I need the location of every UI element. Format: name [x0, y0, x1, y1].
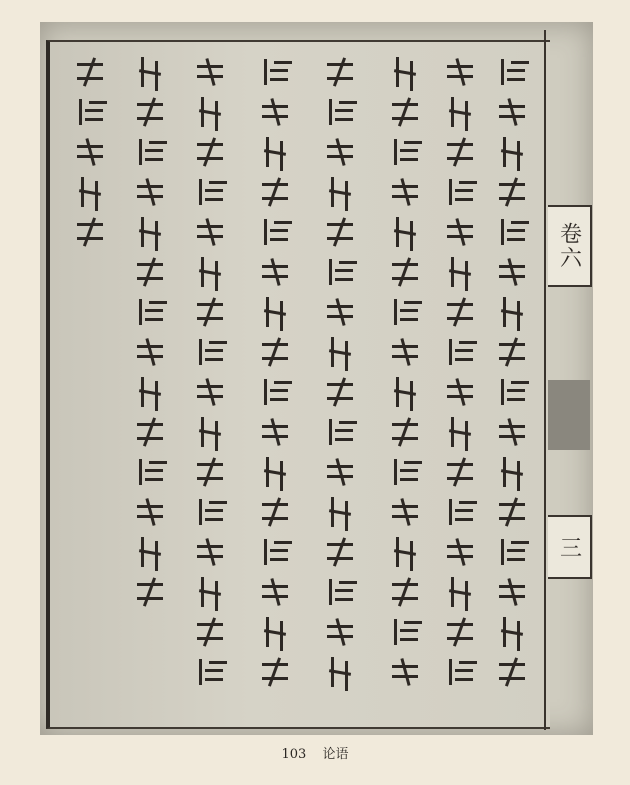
manuscript-glyph	[443, 135, 477, 169]
text-column	[255, 55, 295, 695]
manuscript-glyph	[193, 575, 227, 609]
manuscript-glyph	[193, 655, 227, 689]
manuscript-glyph	[443, 415, 477, 449]
manuscript-glyph	[323, 415, 357, 449]
manuscript-glyph	[443, 55, 477, 89]
manuscript-glyph	[258, 415, 292, 449]
manuscript-glyph	[388, 495, 422, 529]
manuscript-glyph	[495, 215, 529, 249]
page-caption	[0, 743, 630, 762]
manuscript-glyph	[258, 615, 292, 649]
manuscript-glyph	[73, 215, 107, 249]
manuscript-glyph	[495, 295, 529, 329]
manuscript-glyph	[495, 415, 529, 449]
manuscript-glyph	[443, 175, 477, 209]
manuscript-glyph	[443, 455, 477, 489]
manuscript-glyph	[133, 375, 167, 409]
manuscript-glyph	[443, 375, 477, 409]
manuscript-glyph	[495, 575, 529, 609]
manuscript-glyph	[258, 255, 292, 289]
manuscript-glyph	[193, 615, 227, 649]
manuscript-glyph	[323, 95, 357, 129]
manuscript-glyph	[443, 255, 477, 289]
manuscript-glyph	[495, 615, 529, 649]
manuscript-glyph	[443, 95, 477, 129]
manuscript-glyph	[193, 415, 227, 449]
manuscript-glyph	[133, 535, 167, 569]
tab-ornament	[548, 380, 590, 450]
manuscript-glyph	[495, 95, 529, 129]
manuscript-glyph	[258, 655, 292, 689]
manuscript-glyph	[258, 375, 292, 409]
manuscript-glyph	[193, 535, 227, 569]
chapter-tab-label: 卷六	[548, 205, 592, 287]
manuscript-glyph	[323, 295, 357, 329]
text-column	[190, 55, 230, 695]
text-column	[385, 55, 425, 695]
manuscript-glyph	[258, 175, 292, 209]
manuscript-glyph	[495, 375, 529, 409]
manuscript-glyph	[133, 255, 167, 289]
manuscript-glyph	[443, 215, 477, 249]
manuscript-glyph	[133, 215, 167, 249]
manuscript-glyph	[323, 135, 357, 169]
manuscript-glyph	[388, 535, 422, 569]
manuscript-glyph	[495, 495, 529, 529]
manuscript-glyph	[323, 335, 357, 369]
manuscript-glyph	[258, 135, 292, 169]
manuscript-glyph	[323, 455, 357, 489]
manuscript-glyph	[133, 455, 167, 489]
manuscript-glyph	[495, 655, 529, 689]
manuscript-glyph	[443, 615, 477, 649]
manuscript-glyph	[443, 335, 477, 369]
manuscript-glyph	[258, 335, 292, 369]
manuscript-glyph	[495, 335, 529, 369]
manuscript-glyph	[193, 55, 227, 89]
manuscript-glyph	[495, 55, 529, 89]
manuscript-glyph	[323, 535, 357, 569]
manuscript-glyph	[495, 135, 529, 169]
manuscript-glyph	[193, 95, 227, 129]
manuscript-glyph	[133, 95, 167, 129]
manuscript-glyph	[193, 175, 227, 209]
manuscript-glyph	[443, 575, 477, 609]
manuscript-glyph	[258, 495, 292, 529]
manuscript-glyph	[323, 375, 357, 409]
manuscript-glyph	[388, 455, 422, 489]
manuscript-glyph	[193, 335, 227, 369]
folio-number-label: 三	[548, 515, 592, 579]
manuscript-glyph	[323, 495, 357, 529]
manuscript-glyph	[73, 95, 107, 129]
manuscript-glyph	[258, 575, 292, 609]
text-column	[440, 55, 480, 695]
manuscript-glyph	[495, 175, 529, 209]
manuscript-glyph	[133, 135, 167, 169]
manuscript-glyph	[388, 95, 422, 129]
manuscript-glyph	[193, 255, 227, 289]
manuscript-glyph	[443, 495, 477, 529]
text-column	[320, 55, 360, 695]
manuscript-glyph	[495, 455, 529, 489]
manuscript-glyph	[495, 255, 529, 289]
manuscript-glyph	[133, 575, 167, 609]
manuscript-glyph	[73, 55, 107, 89]
manuscript-glyph	[388, 615, 422, 649]
manuscript-glyph	[258, 55, 292, 89]
page-border-rule	[544, 30, 546, 730]
manuscript-glyph	[388, 335, 422, 369]
manuscript-glyph	[323, 175, 357, 209]
text-column	[130, 55, 170, 615]
manuscript-glyph	[193, 215, 227, 249]
manuscript-glyph	[323, 215, 357, 249]
caption-title: 论语	[322, 747, 349, 762]
manuscript-glyph	[193, 455, 227, 489]
manuscript-glyph	[323, 55, 357, 89]
manuscript-glyph	[443, 655, 477, 689]
manuscript-glyph	[133, 175, 167, 209]
manuscript-glyph	[133, 495, 167, 529]
manuscript-glyph	[133, 295, 167, 329]
manuscript-glyph	[388, 295, 422, 329]
manuscript-glyph	[388, 415, 422, 449]
manuscript-glyph	[258, 215, 292, 249]
manuscript-glyph	[388, 55, 422, 89]
manuscript-glyph	[323, 575, 357, 609]
manuscript-glyph	[193, 375, 227, 409]
manuscript-glyph	[193, 135, 227, 169]
manuscript-glyph	[323, 255, 357, 289]
manuscript-glyph	[388, 655, 422, 689]
manuscript-glyph	[133, 55, 167, 89]
manuscript-glyph	[388, 375, 422, 409]
text-column	[70, 55, 110, 255]
manuscript-glyph	[258, 455, 292, 489]
manuscript-glyph	[323, 615, 357, 649]
manuscript-glyph	[73, 135, 107, 169]
manuscript-glyph	[388, 255, 422, 289]
page-number: 103	[281, 747, 307, 762]
manuscript-glyph	[258, 295, 292, 329]
manuscript-glyph	[388, 135, 422, 169]
manuscript-glyph	[193, 495, 227, 529]
manuscript-glyph	[73, 175, 107, 209]
manuscript-glyph	[258, 535, 292, 569]
manuscript-glyph	[193, 295, 227, 329]
manuscript-glyph	[388, 575, 422, 609]
manuscript-glyph	[258, 95, 292, 129]
manuscript-text-block	[60, 45, 540, 725]
manuscript-glyph	[133, 335, 167, 369]
manuscript-glyph	[388, 175, 422, 209]
manuscript-glyph	[495, 535, 529, 569]
text-column	[492, 55, 532, 695]
manuscript-glyph	[443, 295, 477, 329]
manuscript-glyph	[443, 535, 477, 569]
manuscript-glyph	[133, 415, 167, 449]
manuscript-glyph	[388, 215, 422, 249]
manuscript-glyph	[323, 655, 357, 689]
